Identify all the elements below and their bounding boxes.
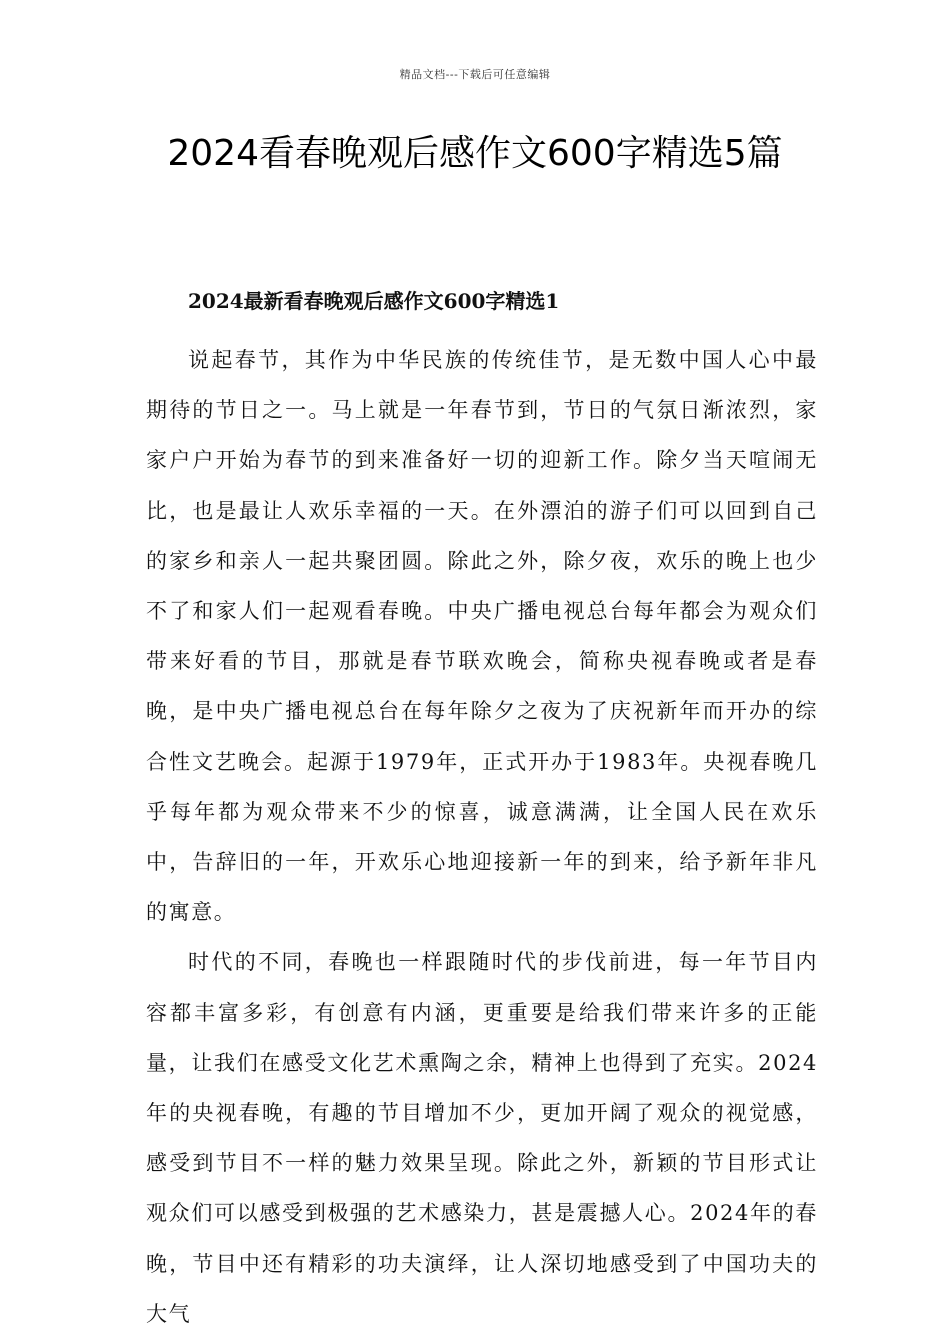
- header-note: 精品文档---下载后可任意编辑: [399, 68, 551, 81]
- paragraph-1: 说起春节，其作为中华民族的传统佳节，是无数中国人心中最期待的节日之一。马上就是一年春节到，节日的气氛日渐浓烈，家家户户开始为春节的到来准备好一切的迎新工作。除夕当天喧闹无比，也是最让人欢乐幸福的一天。在外漂泊的游子们可以回到自己的家乡和亲人一起共聚团圆。除此之外，除夕夜，欢乐的晚上也少不了和家人们一起观看春晚。中央广播电视总台每年都会为观众们带来好看的节目，那就是春节联欢晚会，简称央视春晚或者是春晚，是中央广播电视总台在每年除夕之夜为了庆祝新年而开办的综合性文艺晚会。起源于1979年，正式开办于1983年。央视春晚几乎每年都为观众带来不少的惊喜，诚意满满，让全国人民在欢乐中，告辞旧的一年，开欢乐心地迎接新一年的到来，给予新年非凡的寓意。: [146, 348, 818, 925]
- paragraph-2: 时代的不同，春晚也一样跟随时代的步伐前进，每一年节目内容都丰富多彩，有创意有内涵，更重要是给我们带来许多的正能量，让我们在感受文化艺术熏陶之余，精神上也得到了充实。2024年的央视春晚，有趣的节目增加不少，更加开阔了观众的视觉感，感受到节目不一样的魅力效果呈现。除此之外，新颖的节目形式让观众们可以感受到极强的艺术感染力，甚是震撼人心。2024年的春晚，节目中还有精彩的功夫演绎，让人深切地感受到了中国功夫的大气: [146, 950, 818, 1326]
- body-text: [146, 335, 818, 1339]
- section-heading: 2024最新看春晚观后感作文600字精选1: [188, 289, 560, 313]
- document-title: 2024看春晚观后感作文600字精选5篇: [167, 133, 783, 174]
